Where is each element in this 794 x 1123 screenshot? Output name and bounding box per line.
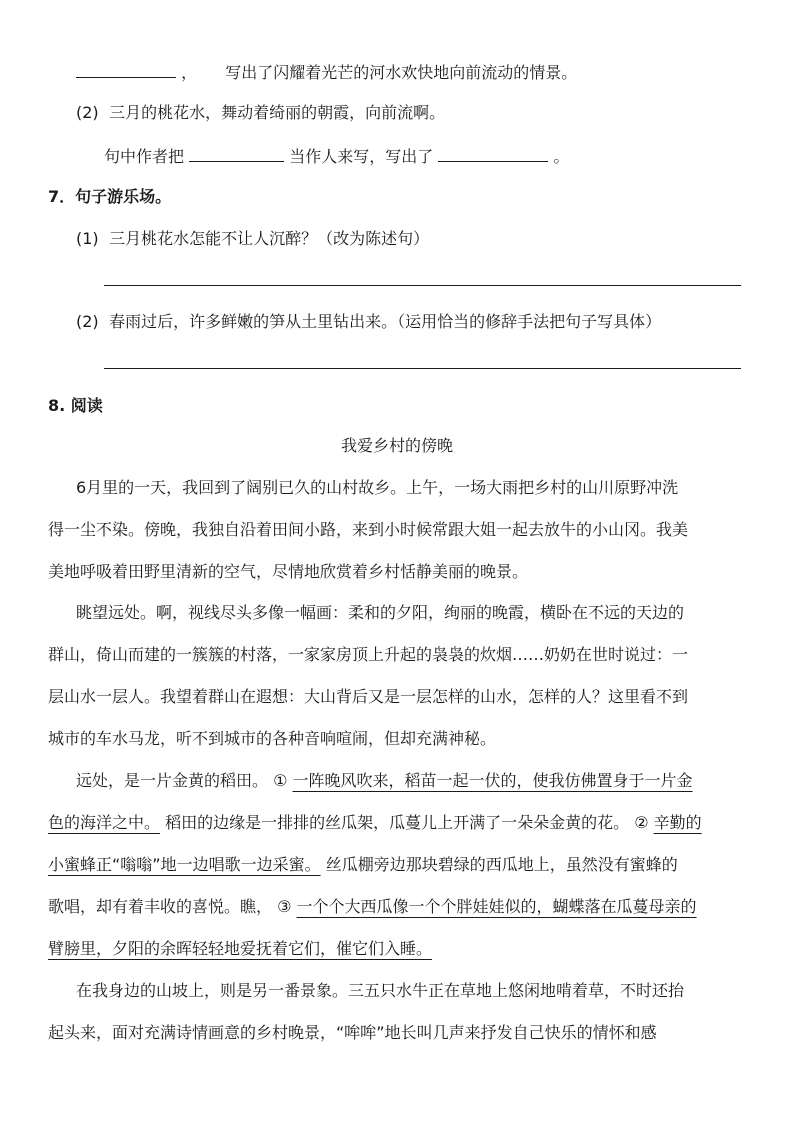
passage-line <box>48 939 432 959</box>
answer-line[interactable] <box>104 368 741 369</box>
passage-text: 丝瓜棚旁边那块碧绿的西瓜地上，虽然没有蜜蜂的 <box>325 855 678 874</box>
passage-line <box>48 897 697 917</box>
passage-text: 歌唱，却有着丰收的喜悦。瞧， <box>48 897 273 916</box>
answer-line[interactable] <box>104 285 741 286</box>
q6-item2 <box>76 103 445 123</box>
passage-line: 6月里的一天，我回到了阔别已久的山村故乡。上午，一场大雨把乡村的山川原野冲洗 <box>76 478 679 497</box>
fill-text-b: 当作人来写，写出了 <box>289 147 434 166</box>
passage-text: 稻田的边缘是一排排的丝瓜架，瓜蔓儿上开满了一朵朵金黄的花。 <box>165 813 630 832</box>
passage-line: 美地呼吸着田野里清新的空气，尽情地欣赏着乡村恬静美丽的晚景。 <box>48 562 529 581</box>
q6-item2-text: 三月的桃花水，舞动着绮丽的朝霞，向前流啊。 <box>109 103 446 122</box>
sentence-marker: ① <box>273 771 288 790</box>
answer-blank[interactable] <box>189 145 284 162</box>
answer-blank[interactable] <box>76 61 176 78</box>
passage-line: 群山，倚山而建的一簇簇的村落，一家家房顶上升起的袅袅的炊烟……奶奶在世时说过：一 <box>48 645 689 664</box>
q7-item2 <box>76 312 661 332</box>
passage-line: 起头来，面对充满诗情画意的乡村晚景，“哞哞”地长叫几声来抒发自己快乐的情怀和感 <box>48 1023 657 1042</box>
q6-line1 <box>76 61 577 83</box>
passage-line <box>76 771 693 791</box>
q7-item2-text: 春雨过后，许多鲜嫩的笋从土里钻出来。（运用恰当的修辞手法把句子写具体） <box>109 312 662 331</box>
passage-line: 层山水一层人。我望着群山在遐想：大山背后又是一层怎样的山水，怎样的人？这里看不到 <box>48 687 689 706</box>
passage-line <box>48 813 702 833</box>
underlined-sentence-2: 辛勤的 <box>653 813 702 832</box>
underlined-sentence-3: 一个个大西瓜像一个个胖娃娃似的，蝴蝶落在瓜蔓母亲的 <box>296 897 697 916</box>
fill-text-a: 句中作者把 <box>104 147 185 166</box>
sentence-marker: ③ <box>277 897 292 916</box>
item-number: (2) <box>76 312 99 331</box>
fill-text-c: 。 <box>553 147 570 166</box>
q7-item1 <box>76 229 429 249</box>
underlined-sentence-1: 一阵晚风吹来，稻苗一起一伏的，使我仿佛置身于一片金 <box>292 771 693 790</box>
q6-line1-text: 写出了闪耀着光芒的河水欢快地向前流动的情景。 <box>225 63 578 82</box>
sentence-marker: ② <box>634 813 649 832</box>
underlined-sentence-2: 小蜜蜂正“嗡嗡”地一边唱歌一边采蜜。 <box>48 855 321 874</box>
passage-line: 眺望远处。啊，视线尽头多像一幅画：柔和的夕阳，绚丽的晚霞，横卧在不远的天边的 <box>76 603 685 622</box>
question-8-title: 8. 阅读 <box>48 396 103 415</box>
underlined-sentence-3: 臂膀里，夕阳的余晖轻轻地爱抚着它们，催它们入睡。 <box>48 939 433 958</box>
q6-fill-line <box>104 145 569 167</box>
answer-blank[interactable] <box>438 145 548 162</box>
passage-line: 在我身边的山坡上，则是另一番景象。三五只水牛正在草地上悠闲地啃着草，不时还抬 <box>76 981 685 1000</box>
question-7-title: 7．句子游乐场。 <box>48 187 172 206</box>
q7-item1-text: 三月桃花水怎能不让人沉醉？（改为陈述句） <box>109 229 430 248</box>
passage-line: 得一尘不染。傍晚，我独自沿着田间小路，来到小时候常跟大姐一起去放牛的小山冈。我美 <box>48 520 689 539</box>
passage-title: 我爱乡村的傍晚 <box>340 436 453 455</box>
passage-text: 远处，是一片金黄的稻田。 <box>76 771 269 790</box>
underlined-sentence-1: 色的海洋之中。 <box>48 813 161 832</box>
item-number: (2) <box>76 103 99 122</box>
item-number: (1) <box>76 229 99 248</box>
q6-comma: ， <box>181 63 198 82</box>
passage-line <box>48 855 678 875</box>
passage-line: 城市的车水马龙，听不到城市的各种音响喧闹，但却充满神秘。 <box>48 729 497 748</box>
